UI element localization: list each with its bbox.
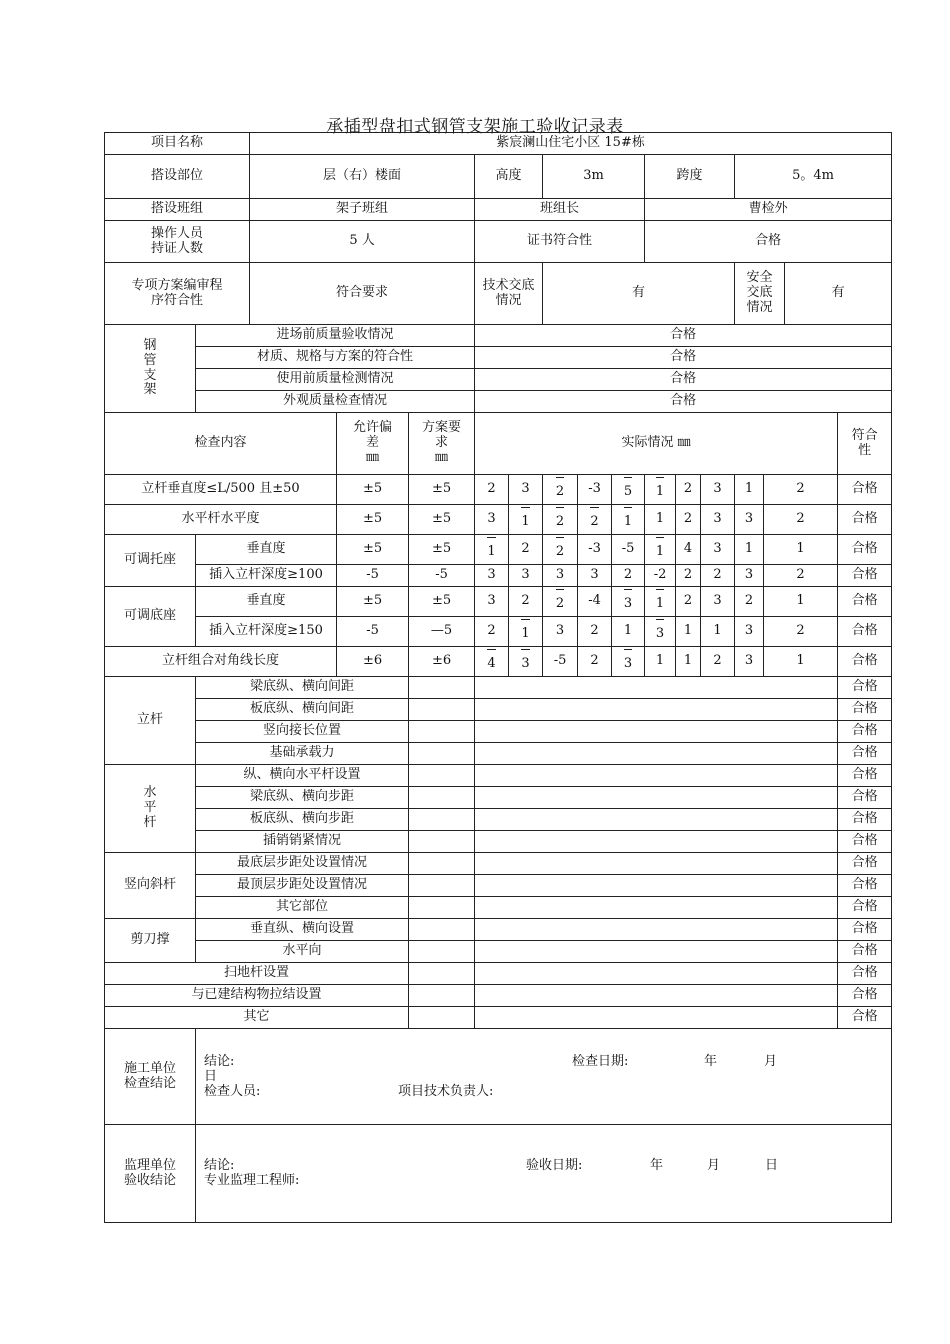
table-row — [105, 325, 892, 347]
actual-value-text: 1 — [655, 596, 665, 612]
check-blank — [409, 919, 475, 941]
actual-value: 3 — [701, 587, 735, 617]
actual-value: 1 — [676, 647, 701, 677]
actual-value: 1 — [701, 617, 735, 647]
actual-value: 3 — [509, 475, 543, 505]
actual-value-text: 4 — [487, 656, 496, 672]
overline-value — [487, 649, 495, 672]
check-item-label: 插销销紧情况 — [196, 831, 409, 853]
team-label: 搭设班组 — [105, 199, 250, 221]
check-actual-blank — [475, 699, 838, 721]
actual-value — [475, 647, 509, 677]
conformity-result: 合格 — [838, 587, 892, 617]
team-value: 架子班组 — [250, 199, 475, 221]
check-blank — [409, 941, 475, 963]
table-row — [105, 263, 892, 325]
check-date-day: 日 — [204, 1069, 218, 1084]
actual-value — [509, 647, 543, 677]
check-actual-blank — [475, 963, 838, 985]
actual-value: 2 — [578, 647, 612, 677]
table-row — [105, 505, 892, 535]
actual-value: 3 — [578, 565, 612, 587]
table-row — [105, 475, 892, 505]
allowed-deviation: ±5 — [337, 475, 409, 505]
check-item-label: 梁底纵、横向步距 — [196, 787, 409, 809]
conformity-result: 合格 — [838, 809, 892, 831]
actual-value: -3 — [578, 475, 612, 505]
measure-item-label: 水平杆水平度 — [105, 505, 337, 535]
check-actual-blank — [475, 919, 838, 941]
safety-briefing-label: 安全 交底 情况 — [735, 263, 785, 325]
check-blank — [409, 721, 475, 743]
check-item-label: 纵、横向水平杆设置 — [196, 765, 409, 787]
overline-value — [656, 589, 664, 612]
actual-value — [612, 587, 645, 617]
table-row — [105, 391, 892, 413]
check-group-label: 剪刀撑 — [105, 919, 196, 963]
actual-value: 3 — [735, 565, 764, 587]
conformity-result: 合格 — [838, 505, 892, 535]
check-blank — [409, 897, 475, 919]
actual-value: -5 — [543, 647, 578, 677]
conformity-result: 合格 — [838, 985, 892, 1007]
overline-value — [556, 507, 564, 530]
table-row — [105, 919, 892, 941]
construction-conclusion: 结论: — [204, 1054, 235, 1069]
safety-briefing-value: 有 — [785, 263, 892, 325]
overline-value — [487, 537, 495, 560]
project-name-label: 项目名称 — [105, 133, 250, 155]
conformity-result: 合格 — [838, 765, 892, 787]
table-row — [105, 677, 892, 699]
measure-item-label: 立杆垂直度≤L/500 且±50 — [105, 475, 337, 505]
actual-value: 1 — [735, 535, 764, 565]
plan-requirement: -5 — [409, 565, 475, 587]
actual-value: 4 — [676, 535, 701, 565]
check-actual-blank — [475, 677, 838, 699]
check-actual-blank — [475, 831, 838, 853]
actual-value: 3 — [735, 505, 764, 535]
check-blank — [409, 853, 475, 875]
overline-value — [556, 477, 564, 500]
conformity-result: 合格 — [838, 699, 892, 721]
table-row — [105, 221, 892, 263]
actual-value: 1 — [735, 475, 764, 505]
measure-item-label: 立杆组合对角线长度 — [105, 647, 337, 677]
actual-value-text: 2 — [590, 514, 599, 530]
overline-value — [624, 507, 632, 530]
check-blank — [409, 677, 475, 699]
table-row — [105, 413, 892, 475]
actual-value: -5 — [612, 535, 645, 565]
team-leader-label: 班组长 — [475, 199, 645, 221]
tech-briefing-value: 有 — [543, 263, 735, 325]
table-row — [105, 985, 892, 1007]
actual-value — [543, 535, 578, 565]
acceptance-date-day: 日 — [765, 1158, 779, 1173]
table-row — [105, 787, 892, 809]
actual-value: -3 — [578, 535, 612, 565]
check-item-label: 板底纵、横向步距 — [196, 809, 409, 831]
actual-value: -2 — [645, 565, 676, 587]
actual-value: 1 — [612, 617, 645, 647]
check-item-label: 基础承载力 — [196, 743, 409, 765]
conformity-result: 合格 — [838, 677, 892, 699]
check-blank — [409, 963, 475, 985]
allowed-deviation: ±6 — [337, 647, 409, 677]
check-date-month: 月 — [764, 1054, 778, 1069]
table-row — [105, 1007, 892, 1029]
acceptance-date-month: 月 — [707, 1158, 721, 1173]
actual-value: 2 — [676, 565, 701, 587]
actual-value: 2 — [578, 617, 612, 647]
table-row — [105, 617, 892, 647]
actual-value-text: 2 — [555, 514, 565, 530]
table-row — [105, 963, 892, 985]
plan-requirement: ±6 — [409, 647, 475, 677]
conformity-result: 合格 — [838, 535, 892, 565]
overline-value — [656, 477, 664, 500]
conformity-result: 合格 — [838, 743, 892, 765]
check-blank — [409, 875, 475, 897]
table-row — [105, 347, 892, 369]
overline-value — [624, 649, 632, 672]
actual-value: 3 — [475, 565, 509, 587]
steel-pipe-item-label: 外观质量检查情况 — [196, 391, 475, 413]
steel-pipe-group-label: 钢 管 支 架 — [105, 325, 196, 413]
conformity-result: 合格 — [838, 853, 892, 875]
overline-value — [656, 537, 664, 560]
overline-value — [521, 649, 529, 672]
cert-value: 合格 — [645, 221, 892, 263]
check-actual-blank — [475, 787, 838, 809]
check-item-label: 其它部位 — [196, 897, 409, 919]
overline-value — [521, 619, 529, 642]
check-group-label: 竖向斜杆 — [105, 853, 196, 919]
measure-item-label: 插入立杆深度≥100 — [196, 565, 337, 587]
actual-value: 3 — [735, 647, 764, 677]
actual-value-text: 3 — [623, 656, 633, 672]
conformity-result: 合格 — [838, 475, 892, 505]
actual-value: 2 — [764, 475, 838, 505]
check-actual-blank — [475, 765, 838, 787]
construction-conclusion-body — [196, 1029, 892, 1125]
actual-value: 1 — [764, 587, 838, 617]
acceptance-date-label: 验收日期: — [526, 1158, 583, 1173]
check-actual-blank — [475, 875, 838, 897]
actual-value: 2 — [509, 535, 543, 565]
tech-briefing-label: 技术交底 情况 — [475, 263, 543, 325]
conformity-result: 合格 — [838, 565, 892, 587]
conformity-result: 合格 — [838, 831, 892, 853]
check-actual-blank — [475, 1007, 838, 1029]
check-actual-blank — [475, 897, 838, 919]
construction-conclusion-label: 施工单位 检查结论 — [105, 1029, 196, 1125]
actual-value: 3 — [509, 565, 543, 587]
actual-value: 3 — [543, 565, 578, 587]
table-row — [105, 897, 892, 919]
actual-value-text: 3 — [623, 596, 633, 612]
conformity-result: 合格 — [838, 897, 892, 919]
actual-value — [645, 587, 676, 617]
height-value: 3m — [543, 155, 645, 199]
check-group-label: 水 平 杆 — [105, 765, 196, 853]
acceptance-record-table — [104, 132, 892, 1223]
actual-header: 实际情况 ㎜ — [475, 413, 838, 475]
check-item-label: 其它 — [105, 1007, 409, 1029]
steel-pipe-item-value: 合格 — [475, 347, 892, 369]
allowed-deviation: ±5 — [337, 587, 409, 617]
actual-value: 2 — [475, 475, 509, 505]
actual-value-text: 1 — [655, 544, 665, 560]
check-item-label: 垂直纵、横向设置 — [196, 919, 409, 941]
actual-value: 1 — [645, 647, 676, 677]
inspection-content-header: 检查内容 — [105, 413, 337, 475]
check-item-label: 扫地杆设置 — [105, 963, 409, 985]
overline-value — [556, 537, 564, 560]
table-row — [105, 853, 892, 875]
acceptance-date-year: 年 — [650, 1158, 664, 1173]
actual-value-text: 2 — [555, 596, 565, 612]
check-actual-blank — [475, 743, 838, 765]
team-leader-value: 曹检外 — [645, 199, 892, 221]
inspector-label: 检查人员: — [204, 1084, 261, 1099]
actual-value — [612, 475, 645, 505]
actual-value-text: 1 — [487, 544, 496, 560]
actual-value — [509, 505, 543, 535]
conformity-result: 合格 — [838, 963, 892, 985]
overline-value — [624, 589, 632, 612]
actual-value-text: 1 — [655, 484, 665, 500]
actual-value: 2 — [701, 647, 735, 677]
span-value: 5。4m — [735, 155, 892, 199]
actual-value: 3 — [701, 505, 735, 535]
project-name: 紫宸澜山住宅小区 15#栋 — [250, 133, 892, 155]
measure-item-label: 插入立杆深度≥150 — [196, 617, 337, 647]
table-row — [105, 133, 892, 155]
actual-value: 3 — [735, 617, 764, 647]
supervising-engineer-label: 专业监理工程师: — [204, 1173, 300, 1188]
actual-value — [645, 475, 676, 505]
measure-group-label: 可调托座 — [105, 535, 196, 587]
check-blank — [409, 765, 475, 787]
conformity-result: 合格 — [838, 941, 892, 963]
actual-value: 2 — [701, 565, 735, 587]
plan-requirement: ±5 — [409, 587, 475, 617]
check-actual-blank — [475, 809, 838, 831]
actual-value — [475, 535, 509, 565]
actual-value — [543, 587, 578, 617]
actual-value: 1 — [645, 505, 676, 535]
actual-value: 2 — [676, 587, 701, 617]
check-item-label: 竖向接长位置 — [196, 721, 409, 743]
check-blank — [409, 699, 475, 721]
table-row — [105, 699, 892, 721]
plan-requirement: —5 — [409, 617, 475, 647]
plan-requirement: ±5 — [409, 505, 475, 535]
actual-value — [612, 647, 645, 677]
table-row — [105, 535, 892, 565]
operators-value: 5 人 — [250, 221, 475, 263]
check-actual-blank — [475, 721, 838, 743]
check-item-label: 水平向 — [196, 941, 409, 963]
overline-value — [521, 507, 529, 530]
conformity-result: 合格 — [838, 919, 892, 941]
table-row — [105, 1125, 892, 1223]
location-value: 层（右）楼面 — [250, 155, 475, 199]
actual-value: 2 — [612, 565, 645, 587]
table-row — [105, 565, 892, 587]
check-actual-blank — [475, 941, 838, 963]
actual-value — [612, 505, 645, 535]
actual-value: 2 — [764, 505, 838, 535]
measure-item-label: 垂直度 — [196, 535, 337, 565]
actual-value: 1 — [764, 647, 838, 677]
supervision-conclusion-label: 监理单位 验收结论 — [105, 1125, 196, 1223]
table-row — [105, 647, 892, 677]
actual-value-text: 2 — [555, 544, 565, 560]
allowed-deviation-header: 允许偏 差 ㎜ — [337, 413, 409, 475]
actual-value: 3 — [701, 535, 735, 565]
actual-value: 1 — [676, 617, 701, 647]
table-row — [105, 941, 892, 963]
steel-pipe-item-label: 使用前质量检测情况 — [196, 369, 475, 391]
check-item-label: 与已建结构物拉结设置 — [105, 985, 409, 1007]
conformity-result: 合格 — [838, 721, 892, 743]
steel-pipe-item-label: 进场前质量验收情况 — [196, 325, 475, 347]
actual-value — [645, 617, 676, 647]
actual-value: -4 — [578, 587, 612, 617]
check-actual-blank — [475, 985, 838, 1007]
actual-value — [543, 475, 578, 505]
cert-label: 证书符合性 — [475, 221, 645, 263]
plan-conformity-label: 专项方案编审程 序符合性 — [105, 263, 250, 325]
plan-requirement-header: 方案要 求 ㎜ — [409, 413, 475, 475]
actual-value: 3 — [475, 587, 509, 617]
table-row — [105, 155, 892, 199]
check-date-year: 年 — [704, 1054, 718, 1069]
actual-value — [543, 505, 578, 535]
table-row — [105, 1029, 892, 1125]
check-actual-blank — [475, 853, 838, 875]
actual-value — [578, 505, 612, 535]
height-label: 高度 — [475, 155, 543, 199]
operators-label: 操作人员 持证人数 — [105, 221, 250, 263]
conformity-result: 合格 — [838, 1007, 892, 1029]
span-label: 跨度 — [645, 155, 735, 199]
overline-value — [556, 589, 564, 612]
actual-value: 3 — [543, 617, 578, 647]
check-blank — [409, 1007, 475, 1029]
check-blank — [409, 831, 475, 853]
check-item-label: 最顶层步距处设置情况 — [196, 875, 409, 897]
actual-value-text: 1 — [623, 514, 633, 530]
conformity-result: 合格 — [838, 787, 892, 809]
table-row — [105, 721, 892, 743]
conformity-result: 合格 — [838, 647, 892, 677]
measure-group-label: 可调底座 — [105, 587, 196, 647]
page-title: 承插型盘扣式钢管支架施工验收记录表 — [326, 117, 624, 137]
steel-pipe-item-value: 合格 — [475, 391, 892, 413]
tech-lead-label: 项目技术负责人: — [398, 1084, 494, 1099]
allowed-deviation: ±5 — [337, 505, 409, 535]
actual-value: 3 — [475, 505, 509, 535]
actual-value — [645, 535, 676, 565]
actual-value: 2 — [735, 587, 764, 617]
allowed-deviation: -5 — [337, 617, 409, 647]
actual-value-text: 1 — [521, 514, 530, 530]
actual-value: 2 — [509, 587, 543, 617]
actual-value: 2 — [764, 617, 838, 647]
supervision-conclusion-body — [196, 1125, 892, 1223]
plan-conformity-value: 符合要求 — [250, 263, 475, 325]
check-item-label: 最底层步距处设置情况 — [196, 853, 409, 875]
location-label: 搭设部位 — [105, 155, 250, 199]
steel-pipe-item-value: 合格 — [475, 369, 892, 391]
conformity-result: 合格 — [838, 875, 892, 897]
table-row — [105, 587, 892, 617]
measure-item-label: 垂直度 — [196, 587, 337, 617]
table-row — [105, 831, 892, 853]
actual-value: 3 — [701, 475, 735, 505]
table-row — [105, 199, 892, 221]
overline-value — [656, 619, 664, 642]
actual-value: 2 — [676, 505, 701, 535]
check-blank — [409, 787, 475, 809]
actual-value-text: 1 — [521, 626, 530, 642]
actual-value: 1 — [764, 535, 838, 565]
check-group-label: 立杆 — [105, 677, 196, 765]
overline-value — [590, 507, 598, 530]
table-row — [105, 369, 892, 391]
plan-requirement: ±5 — [409, 475, 475, 505]
check-date-label: 检查日期: — [572, 1054, 629, 1069]
actual-value: 2 — [676, 475, 701, 505]
conformity-result: 合格 — [838, 617, 892, 647]
steel-pipe-item-value: 合格 — [475, 325, 892, 347]
check-blank — [409, 743, 475, 765]
allowed-deviation: -5 — [337, 565, 409, 587]
actual-value: 2 — [475, 617, 509, 647]
steel-pipe-item-label: 材质、规格与方案的符合性 — [196, 347, 475, 369]
actual-value: 2 — [764, 565, 838, 587]
conformity-header: 符合 性 — [838, 413, 892, 475]
check-blank — [409, 809, 475, 831]
actual-value-text: 3 — [521, 656, 530, 672]
table-row — [105, 765, 892, 787]
actual-value-text: 5 — [623, 484, 633, 500]
table-row — [105, 743, 892, 765]
supervision-conclusion: 结论: — [204, 1158, 235, 1173]
check-blank — [409, 985, 475, 1007]
actual-value-text: 3 — [655, 626, 665, 642]
actual-value — [509, 617, 543, 647]
check-item-label: 板底纵、横向间距 — [196, 699, 409, 721]
allowed-deviation: ±5 — [337, 535, 409, 565]
table-row — [105, 809, 892, 831]
overline-value — [624, 477, 632, 500]
actual-value-text: 2 — [555, 484, 565, 500]
check-item-label: 梁底纵、横向间距 — [196, 677, 409, 699]
table-row — [105, 875, 892, 897]
plan-requirement: ±5 — [409, 535, 475, 565]
